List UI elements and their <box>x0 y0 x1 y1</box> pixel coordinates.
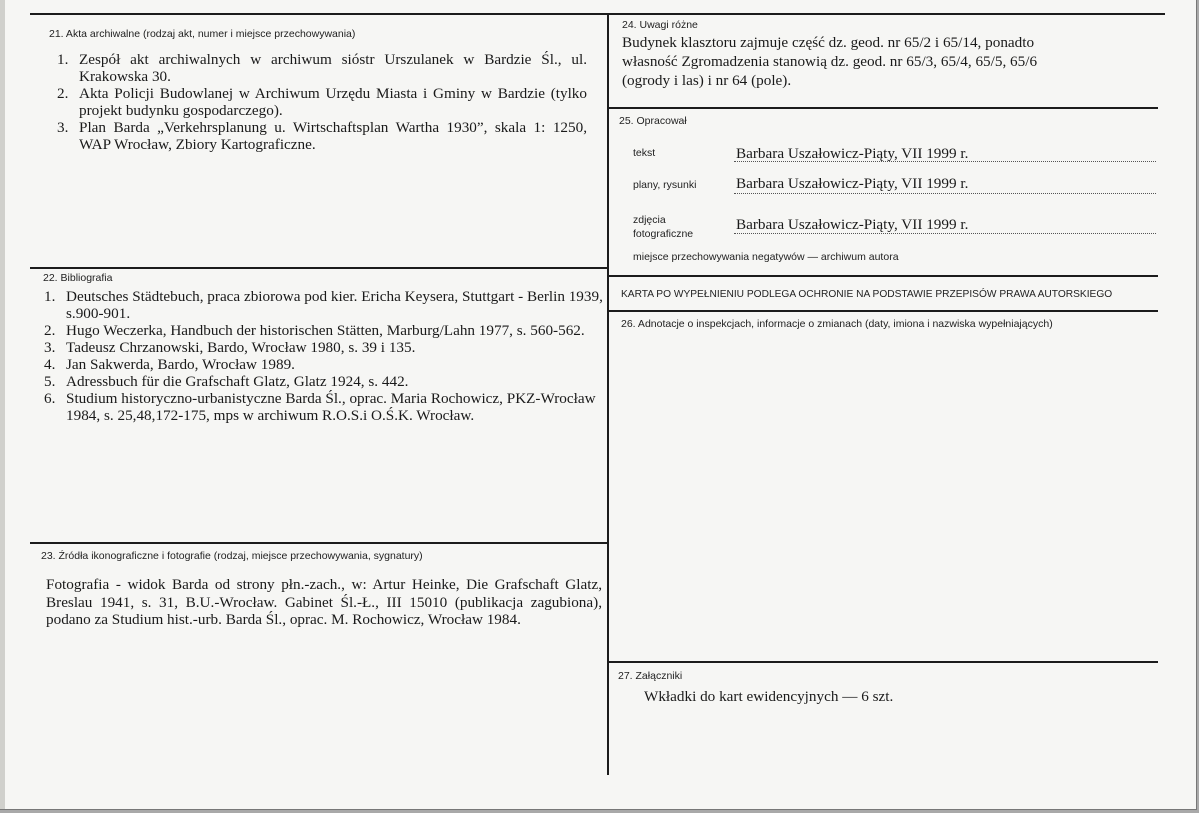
list-item: 6. Studium historyczno-urbanistyczne Barda Śl., oprac. Maria Rochowicz, PKZ-Wrocław 1984, s. 25,48,172-175, mps w archiwum R.O.S.i O.Ś.K. Wrocław. <box>44 390 596 424</box>
list-item: 3. Plan Barda „Verkehrsplanung u. Wirtschaftsplan Wartha 1930”, skala 1: 1250, WAP Wrocław, Zbiory Kartograficzne. <box>57 119 587 153</box>
divider-24-25 <box>608 107 1158 109</box>
list-item: 2. Hugo Weczerka, Handbuch der historischen Stätten, Marburg/Lahn 1977, s. 560-562. <box>44 322 585 339</box>
section-27-label: 27. Załączniki <box>618 670 683 682</box>
author-row-text-value: Barbara Uszałowicz-Piąty, VII 1999 r. <box>736 145 969 162</box>
section-23-text: Fotografia - widok Barda od strony płn.-zach., w: Artur Heinke, Die Grafschaft Glatz, Breslau 1941, s. 31, B.U.-Wrocław. Gabinet Śl.-Ł., III 15010 (publikacja zagubiona), podano za Studium hist.-urb. Barda Śl., oprac. M. Rochowicz, Wrocław 1984. <box>46 576 602 628</box>
divider-21-22 <box>30 267 608 269</box>
section-25-label: 25. Opracował <box>619 115 687 127</box>
list-item: 5. Adressbuch für die Grafschaft Glatz, Glatz 1924, s. 442. <box>44 373 409 390</box>
negatives-location: miejsce przechowywania negatywów — archiwum autora <box>633 251 899 263</box>
section-22-label: 22. Bibliografia <box>43 272 113 284</box>
author-row-plans-value: Barbara Uszałowicz-Piąty, VII 1999 r. <box>736 175 969 192</box>
list-item: 1. Zespół akt archiwalnych w archiwum sióstr Urszulanek w Bardzie Śl., ul. Krakowska 30. <box>57 51 587 85</box>
author-row-photos-value: Barbara Uszałowicz-Piąty, VII 1999 r. <box>736 216 969 233</box>
divider-copyright-26 <box>608 310 1158 312</box>
author-row-plans-label: plany, rysunki <box>633 179 697 191</box>
author-row-text-line <box>734 161 1156 162</box>
section-24-line-2: własność Zgromadzenia stanowią dz. geod. nr 65/3, 65/4, 65/5, 65/6 <box>622 53 1038 70</box>
divider-26-27 <box>608 661 1158 663</box>
top-border <box>30 13 1165 15</box>
copyright-notice: KARTA PO WYPEŁNIENIU PODLEGA OCHRONIE NA PODSTAWIE PRZEPISÓW PRAWA AUTORSKIEGO <box>621 289 1113 300</box>
section-24-line-3: (ogrody i las) i nr 64 (pole). <box>622 72 792 89</box>
author-row-text-label: tekst <box>633 147 656 159</box>
divider-25-copyright <box>608 275 1158 277</box>
list-item: 3. Tadeusz Chrzanowski, Bardo, Wrocław 1980, s. 39 i 135. <box>44 339 416 356</box>
list-item: 2. Akta Policji Budowlanej w Archiwum Urzędu Miasta i Gminy w Bardzie (tylko projekt budynku gospodarczego). <box>57 85 587 119</box>
author-row-plans-line <box>734 193 1156 194</box>
author-row-photos-label-1: zdjęcia <box>633 214 666 226</box>
section-27-text: Wkładki do kart ewidencyjnych — 6 szt. <box>644 688 894 705</box>
section-26-label: 26. Adnotacje o inspekcjach, informacje o zmianach (daty, imiona i nazwiska wypełniających) <box>621 318 1053 330</box>
author-row-photos-line <box>734 233 1156 234</box>
section-24-line-1: Budynek klasztoru zajmuje część dz. geod. nr 65/2 i 65/14, ponadto <box>622 34 1035 51</box>
list-item: 1. Deutsches Städtebuch, praca zbiorowa pod kier. Ericha Keysera, Stuttgart - Berlin 1939, s.900-901. <box>44 288 603 322</box>
section-24-label: 24. Uwagi różne <box>622 19 698 31</box>
section-21-list <box>57 51 587 153</box>
section-21-label: 21. Akta archiwalne (rodzaj akt, numer i miejsce przechowywania) <box>49 28 356 40</box>
section-22-list <box>44 288 604 424</box>
section-23-label: 23. Źródła ikonograficzne i fotografie (rodzaj, miejsce przechowywania, sygnatury) <box>41 550 423 562</box>
list-item: 4. Jan Sakwerda, Bardo, Wrocław 1989. <box>44 356 295 373</box>
divider-22-23 <box>30 542 608 544</box>
author-row-photos-label-2: fotograficzne <box>633 228 694 240</box>
card-edge <box>0 0 5 809</box>
